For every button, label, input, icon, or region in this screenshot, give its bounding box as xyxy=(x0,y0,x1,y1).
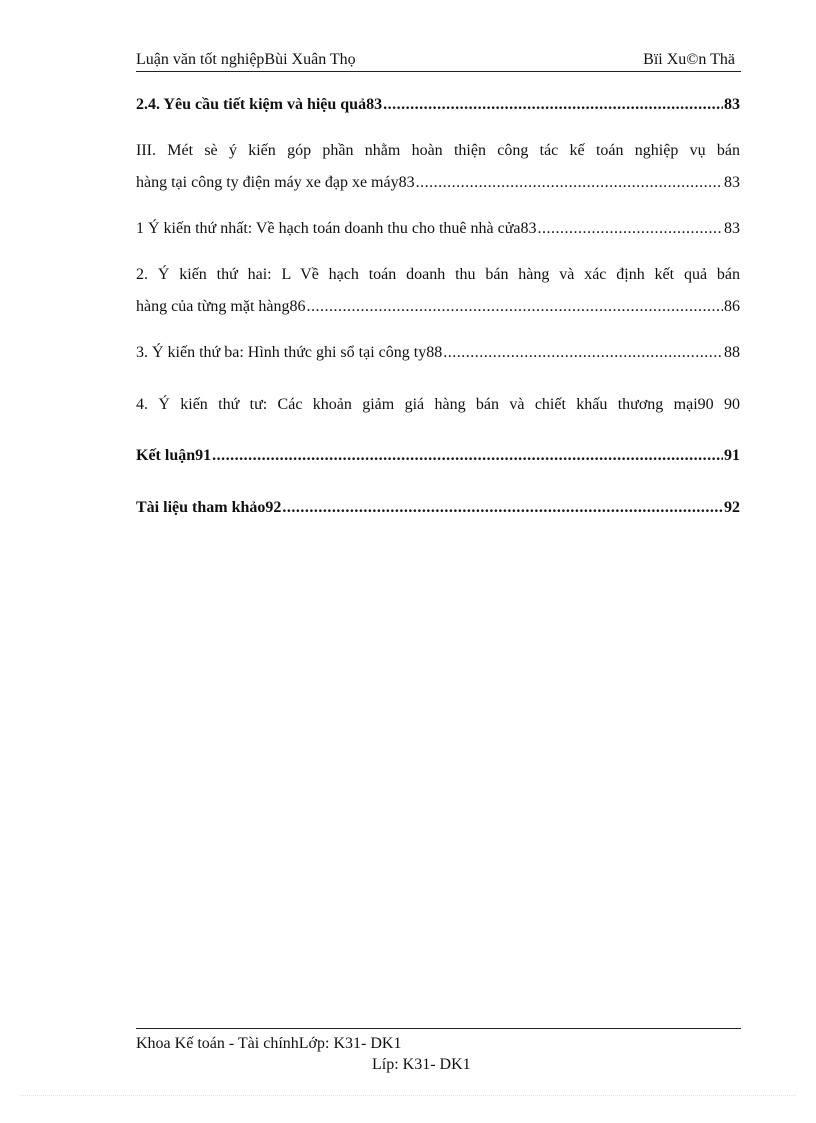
toc-entry-1 xyxy=(136,218,740,244)
toc-entry-text: 2.4. Yêu cầu tiết kiệm và hiệu quả83 xyxy=(136,96,383,113)
table-of-contents xyxy=(136,94,740,523)
toc-entry-text-line2: hàng tại công ty điện máy xe đạp xe máy83 xyxy=(136,174,415,191)
header-left-text: Luận văn tốt nghiệpBùi Xuân Thọ xyxy=(136,51,356,68)
dot-leader xyxy=(416,172,723,194)
toc-entry-text: Kết luận91 xyxy=(136,447,212,464)
page-header xyxy=(136,49,741,72)
dot-leader xyxy=(282,497,723,519)
toc-entry-text: 3. Ý kiến thứ ba: Hình thức ghi sổ tại công ty88 xyxy=(136,344,443,361)
footer-line-1: Khoa Kế toán - Tài chínhLớp: K31- DK1 xyxy=(136,1035,402,1052)
toc-page-number: 86 xyxy=(724,298,740,315)
toc-entry-ket-luan xyxy=(136,445,740,471)
toc-page-number: 83 xyxy=(724,220,740,237)
toc-page-number: 92 xyxy=(724,499,740,516)
toc-entry-text-line1: III. Mét sè ý kiến góp phần nhằm hoàn thiện công tác kế toán nghiệp vụ bán xyxy=(136,142,740,159)
toc-entry-text: 1 Ý kiến thứ nhất: Về hạch toán doanh thu cho thuê nhà cửa83 xyxy=(136,220,537,237)
toc-page-number: 91 xyxy=(724,447,740,464)
dot-leader xyxy=(538,218,724,240)
toc-page-number: 83 xyxy=(724,96,740,113)
page-footer xyxy=(136,1028,741,1073)
toc-entry-3 xyxy=(136,342,740,368)
toc-entry-text: 4. Ý kiến thứ tư: Các khoản giảm giá hàng bán và chiết khấu thương mại90 90 xyxy=(136,396,740,413)
dot-leader xyxy=(212,445,723,467)
toc-entry-iii xyxy=(136,140,740,198)
toc-page-number: 83 xyxy=(724,174,740,191)
toc-entry-text-line2: hàng của từng mặt hàng86 xyxy=(136,298,306,315)
toc-entry-text-line1: 2. Ý kiến thứ hai: L Về hạch toán doanh thu bán hàng và xác định kết quả bán xyxy=(136,266,740,283)
dot-leader xyxy=(443,342,723,364)
header-right-text: Bïi Xu©n Thä xyxy=(643,51,735,68)
toc-entry-4 xyxy=(136,394,740,420)
toc-entry-2-4 xyxy=(136,94,740,120)
toc-entry-text: Tài liệu tham khảo92 xyxy=(136,499,282,516)
toc-page-number: 88 xyxy=(724,344,740,361)
dot-leader xyxy=(307,296,723,318)
footer-line-2: Líp: K31- DK1 xyxy=(372,1056,471,1073)
toc-entry-2 xyxy=(136,264,740,322)
toc-entry-tai-lieu xyxy=(136,497,740,523)
page-bottom-divider xyxy=(20,1095,796,1096)
dot-leader xyxy=(383,94,723,116)
